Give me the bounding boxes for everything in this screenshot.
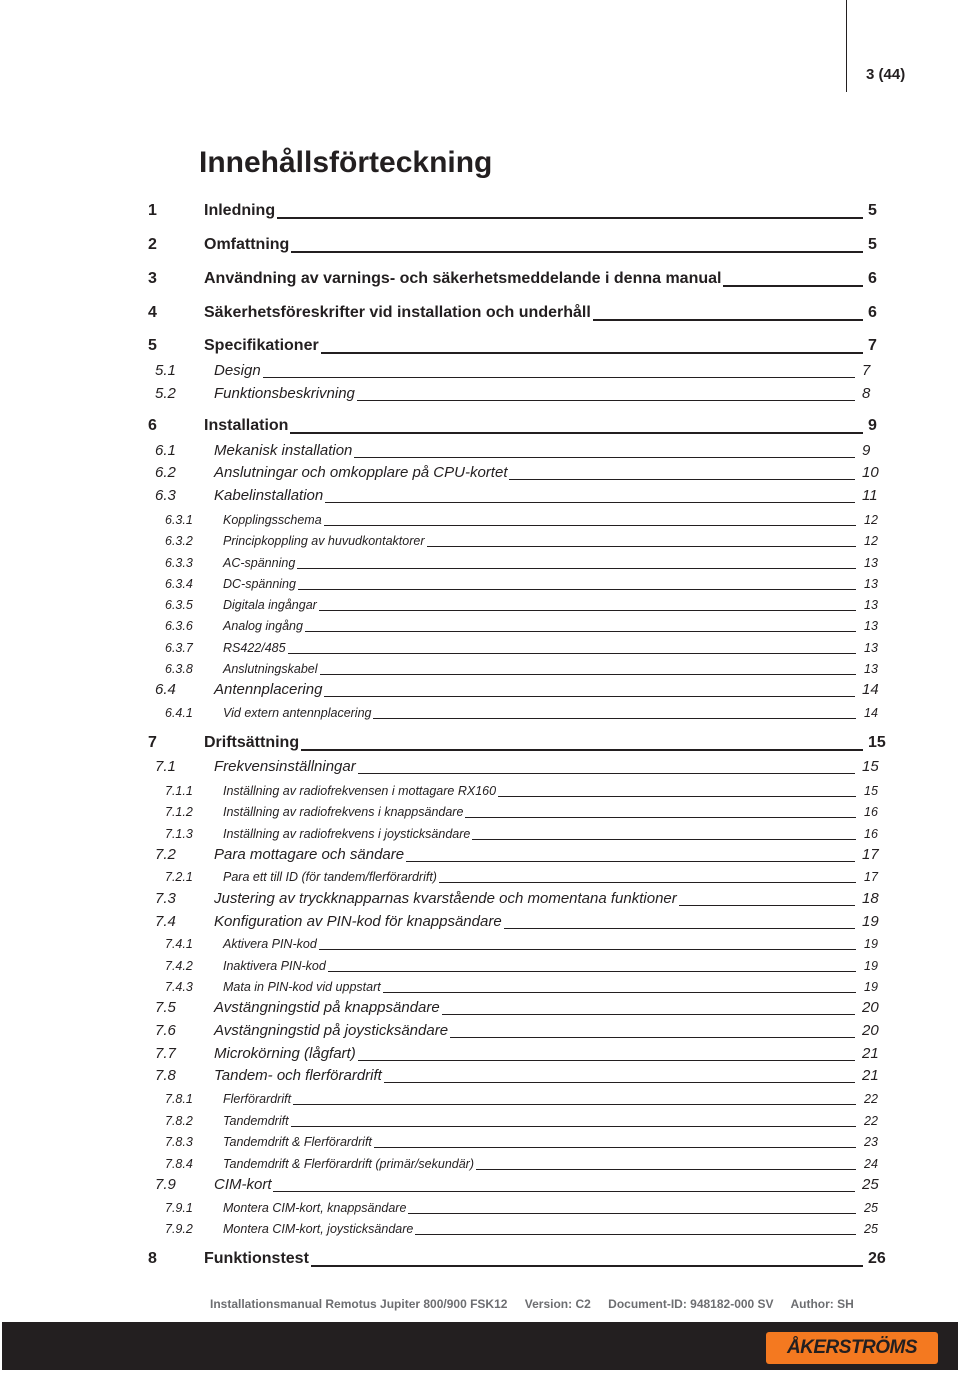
toc-entry[interactable] bbox=[0, 753, 960, 777]
toc-entry[interactable] bbox=[0, 198, 960, 222]
toc-entry-number: 6.3.1 bbox=[165, 513, 193, 527]
toc-entry-page: 19 bbox=[862, 913, 879, 930]
toc-entry-label: DC-spänning bbox=[223, 577, 296, 591]
toc-entry-number: 7.8 bbox=[155, 1067, 176, 1084]
toc-entry-label: Inställning av radiofrekvens i knappsändare bbox=[223, 805, 464, 819]
toc-entry-label: Anslutningskabel bbox=[223, 662, 318, 676]
toc-entry-label: Mata in PIN-kod vid uppstart bbox=[223, 980, 381, 994]
toc-entry-page: 25 bbox=[864, 1222, 878, 1236]
toc-entry[interactable] bbox=[0, 885, 960, 909]
toc-entry[interactable] bbox=[0, 819, 960, 843]
toc-entry[interactable] bbox=[0, 698, 960, 722]
toc-leader-line bbox=[723, 285, 863, 287]
toc-entry-label: Kopplingsschema bbox=[223, 513, 322, 527]
toc-entry-label: Principkoppling av huvudkontaktorer bbox=[223, 534, 425, 548]
toc-entry-label: Frekvensinställningar bbox=[214, 758, 356, 775]
toc-entry[interactable] bbox=[0, 459, 960, 483]
toc-entry-page: 13 bbox=[864, 577, 878, 591]
toc-entry-page: 15 bbox=[864, 784, 878, 798]
toc-entry-number: 6 bbox=[148, 417, 157, 434]
toc-entry-label: Driftsättning bbox=[204, 734, 300, 751]
toc-entry-page: 21 bbox=[862, 1045, 879, 1062]
toc-leader-line bbox=[450, 1037, 855, 1038]
toc-entry-number: 6.4.1 bbox=[165, 706, 193, 720]
toc-entry-number: 3 bbox=[148, 270, 157, 287]
toc-entry-page: 19 bbox=[864, 937, 878, 951]
toc-entry-number: 4 bbox=[148, 304, 157, 321]
toc-entry-number: 6.3.3 bbox=[165, 556, 193, 570]
toc-leader-line bbox=[373, 718, 856, 719]
toc-entry-number: 7.6 bbox=[155, 1022, 176, 1039]
toc-entry-page: 22 bbox=[864, 1114, 878, 1128]
toc-entry[interactable] bbox=[0, 333, 960, 357]
toc-entry-number: 6.1 bbox=[155, 442, 176, 459]
toc-entry-number: 6.3.6 bbox=[165, 619, 193, 633]
toc-leader-line bbox=[442, 1014, 855, 1015]
toc-entry-page: 11 bbox=[862, 487, 878, 504]
toc-entry[interactable] bbox=[0, 266, 960, 290]
toc-entry-label: AC-spänning bbox=[223, 556, 296, 570]
toc-leader-line bbox=[290, 432, 863, 434]
toc-leader-line bbox=[509, 479, 855, 480]
toc-entry-page: 25 bbox=[862, 1176, 879, 1193]
toc-entry-number: 6.3.7 bbox=[165, 641, 193, 655]
toc-entry-number: 7.1 bbox=[155, 758, 176, 775]
toc-entry[interactable] bbox=[0, 1214, 960, 1238]
toc-entry-label: Inställning av radiofrekvens i joysticksändare bbox=[223, 827, 471, 841]
toc-entry-number: 8 bbox=[148, 1250, 157, 1267]
toc-entry[interactable] bbox=[0, 380, 960, 404]
toc-leader-line bbox=[374, 1147, 856, 1148]
toc-leader-line bbox=[357, 400, 855, 401]
toc-entry-number: 7.1.2 bbox=[165, 805, 193, 819]
toc-entry-number: 7.1.3 bbox=[165, 827, 193, 841]
toc-entry[interactable] bbox=[0, 862, 960, 886]
toc-entry-number: 7.4 bbox=[155, 913, 176, 930]
toc-entry-page: 22 bbox=[864, 1092, 878, 1106]
toc-entry-number: 5.2 bbox=[155, 385, 176, 402]
toc-entry-number: 6.3.5 bbox=[165, 598, 193, 612]
toc-entry-label: Microkörning (lågfart) bbox=[214, 1045, 356, 1062]
toc-entry[interactable] bbox=[0, 611, 960, 635]
toc-entry-label: Justering av tryckknapparnas kvarstående och momentana funktioner bbox=[214, 890, 677, 907]
toc-entry-label: Analog ingång bbox=[223, 619, 303, 633]
toc-leader-line bbox=[305, 631, 856, 632]
toc-entry[interactable] bbox=[0, 676, 960, 700]
toc-entry[interactable] bbox=[0, 1246, 960, 1270]
toc-entry-page: 6 bbox=[868, 304, 877, 321]
footer-document-id: Document-ID: 948182-000 SV bbox=[608, 1297, 774, 1311]
toc-entry-page: 13 bbox=[864, 556, 878, 570]
toc-entry-number: 7.4.3 bbox=[165, 980, 193, 994]
toc-entry-label: Kabelinstallation bbox=[214, 487, 324, 504]
toc-entry-page: 10 bbox=[862, 464, 879, 481]
toc-leader-line bbox=[476, 1169, 856, 1170]
toc-entry[interactable] bbox=[0, 797, 960, 821]
toc-leader-line bbox=[465, 817, 856, 818]
toc-entry-number: 1 bbox=[148, 202, 157, 219]
toc-entry-label: Specifikationer bbox=[204, 337, 319, 354]
toc-entry-number: 7.2 bbox=[155, 846, 176, 863]
toc-entry[interactable] bbox=[0, 1062, 960, 1086]
toc-leader-line bbox=[593, 319, 863, 321]
toc-entry-page: 7 bbox=[868, 337, 877, 354]
toc-entry[interactable] bbox=[0, 357, 960, 381]
toc-entry-page: 25 bbox=[864, 1201, 878, 1215]
toc-entry-label: CIM-kort bbox=[214, 1176, 272, 1193]
footer-author: Author: SH bbox=[790, 1297, 854, 1311]
toc-entry[interactable] bbox=[0, 1149, 960, 1173]
toc-entry-label: Användning av varnings- och säkerhetsmeddelande i denna manual bbox=[204, 270, 722, 287]
toc-entry-label: Inställning av radiofrekvensen i mottagare RX160 bbox=[223, 784, 497, 798]
toc-leader-line bbox=[384, 1082, 855, 1083]
toc-leader-line bbox=[354, 457, 855, 458]
toc-entry-label: Omfattning bbox=[204, 236, 290, 253]
toc-entry-number: 7.9 bbox=[155, 1176, 176, 1193]
toc-entry-number: 7.3 bbox=[155, 890, 176, 907]
toc-entry[interactable] bbox=[0, 437, 960, 461]
toc-entry-number: 7.9.1 bbox=[165, 1201, 193, 1215]
toc-leader-line bbox=[324, 696, 855, 697]
toc-leader-line bbox=[321, 352, 863, 354]
toc-entry-page: 12 bbox=[864, 513, 878, 527]
toc-entry-page: 21 bbox=[862, 1067, 879, 1084]
toc-entry-number: 7.4.2 bbox=[165, 959, 193, 973]
akerstroms-logo bbox=[766, 1332, 938, 1364]
toc-entry-page: 13 bbox=[864, 641, 878, 655]
toc-entry-page: 9 bbox=[862, 442, 871, 459]
toc-entry[interactable] bbox=[0, 654, 960, 678]
toc-entry[interactable] bbox=[0, 929, 960, 953]
toc-entry-page: 9 bbox=[868, 417, 877, 434]
toc-entry-label: Digitala ingångar bbox=[223, 598, 317, 612]
toc-entry-page: 24 bbox=[864, 1157, 878, 1171]
toc-leader-line bbox=[415, 1234, 856, 1235]
toc-entry-page: 16 bbox=[864, 805, 878, 819]
toc-entry-number: 6.3.2 bbox=[165, 534, 193, 548]
toc-leader-line bbox=[679, 905, 855, 906]
toc-entry-label: Inaktivera PIN-kod bbox=[223, 959, 326, 973]
toc-entry-label: RS422/485 bbox=[223, 641, 286, 655]
toc-leader-line bbox=[301, 749, 863, 751]
toc-entry-page: 20 bbox=[862, 999, 879, 1016]
toc-entry-page: 23 bbox=[864, 1135, 878, 1149]
toc-entry-page: 12 bbox=[864, 534, 878, 548]
toc-leader-line bbox=[291, 251, 863, 253]
toc-leader-line bbox=[319, 949, 856, 950]
toc-entry-page: 5 bbox=[868, 202, 877, 219]
toc-entry-page: 18 bbox=[862, 890, 879, 907]
toc-entry[interactable] bbox=[0, 1084, 960, 1108]
toc-entry-page: 19 bbox=[864, 980, 878, 994]
toc-entry-label: Para ett till ID (för tandem/flerförardrift) bbox=[223, 870, 437, 884]
toc-entry[interactable] bbox=[0, 526, 960, 550]
page-number: 3 (44) bbox=[866, 66, 906, 83]
header-divider bbox=[846, 0, 847, 92]
toc-entry-number: 7.2.1 bbox=[165, 870, 193, 884]
toc-entry-number: 7 bbox=[148, 734, 157, 751]
toc-entry-page: 15 bbox=[868, 734, 886, 751]
toc-entry-number: 7.8.1 bbox=[165, 1092, 193, 1106]
toc-entry-number: 6.4 bbox=[155, 681, 176, 698]
toc-leader-line bbox=[427, 546, 856, 547]
toc-leader-line bbox=[472, 839, 856, 840]
toc-entry-number: 7.1.1 bbox=[165, 784, 193, 798]
toc-entry[interactable] bbox=[0, 994, 960, 1018]
toc-entry-page: 15 bbox=[862, 758, 879, 775]
toc-entry-page: 14 bbox=[862, 681, 879, 698]
toc-entry-page: 8 bbox=[862, 385, 871, 402]
toc-entry-label: Tandemdrift bbox=[223, 1114, 289, 1128]
toc-leader-line bbox=[358, 1060, 855, 1061]
toc-entry-page: 17 bbox=[864, 870, 878, 884]
toc-entry-number: 7.9.2 bbox=[165, 1222, 193, 1236]
toc-entry-number: 7.5 bbox=[155, 999, 176, 1016]
toc-entry-number: 7.8.4 bbox=[165, 1157, 193, 1171]
toc-entry-page: 20 bbox=[862, 1022, 879, 1039]
page-title: Innehållsförteckning bbox=[199, 146, 493, 179]
toc-leader-line bbox=[439, 882, 856, 883]
toc-entry-number: 5.1 bbox=[155, 362, 176, 379]
logo-text: ÅKERSTRÖMS bbox=[786, 1337, 918, 1358]
toc-entry-number: 7.4.1 bbox=[165, 937, 193, 951]
toc-entry[interactable] bbox=[0, 1040, 960, 1064]
toc-entry-page: 14 bbox=[864, 706, 878, 720]
toc-entry-label: Tandemdrift & Flerförardrift bbox=[223, 1135, 372, 1149]
toc-entry-label: Mekanisk installation bbox=[214, 442, 353, 459]
toc-leader-line bbox=[358, 773, 855, 774]
toc-entry[interactable] bbox=[0, 730, 960, 754]
toc-entry-number: 6.3.4 bbox=[165, 577, 193, 591]
toc-entry-label: Tandemdrift & Flerförardrift (primär/sekundär) bbox=[223, 1157, 475, 1171]
toc-entry-label: Installation bbox=[204, 417, 289, 434]
toc-entry[interactable] bbox=[0, 300, 960, 324]
toc-entry-number: 6.3 bbox=[155, 487, 176, 504]
toc-entry-label: Tandem- och flerförardrift bbox=[214, 1067, 382, 1084]
toc-entry-label: Anslutningar och omkopplare på CPU-kortet bbox=[214, 464, 508, 481]
toc-entry-label: Inledning bbox=[204, 202, 276, 219]
toc-entry-page: 19 bbox=[864, 959, 878, 973]
toc-entry-label: Montera CIM-kort, knappsändare bbox=[223, 1201, 407, 1215]
toc-entry-number: 7.7 bbox=[155, 1045, 176, 1062]
toc-entry-label: Konfiguration av PIN-kod för knappsändare bbox=[214, 913, 502, 930]
toc-leader-line bbox=[311, 1265, 863, 1267]
toc-entry-page: 6 bbox=[868, 270, 877, 287]
toc-leader-line bbox=[293, 1104, 856, 1105]
toc-entry-label: Aktivera PIN-kod bbox=[223, 937, 317, 951]
footer bbox=[210, 1297, 868, 1311]
toc-entry[interactable] bbox=[0, 232, 960, 256]
toc-entry-page: 7 bbox=[862, 362, 871, 379]
footer-version: Version: C2 bbox=[524, 1297, 591, 1311]
toc-leader-line bbox=[273, 1191, 855, 1192]
toc-entry[interactable] bbox=[0, 1171, 960, 1195]
toc-entry[interactable] bbox=[0, 972, 960, 996]
toc-entry-label: Para mottagare och sändare bbox=[214, 846, 405, 863]
toc-leader-line bbox=[263, 377, 855, 378]
toc-entry[interactable] bbox=[0, 482, 960, 506]
toc-entry-number: 2 bbox=[148, 236, 157, 253]
toc-entry-page: 16 bbox=[864, 827, 878, 841]
toc-leader-line bbox=[325, 502, 855, 503]
toc-entry-number: 6.3.8 bbox=[165, 662, 193, 676]
toc-entry-label: Design bbox=[214, 362, 261, 379]
toc-entry-number: 7.8.2 bbox=[165, 1114, 193, 1128]
toc-entry-number: 6.2 bbox=[155, 464, 176, 481]
toc-entry-page: 26 bbox=[868, 1250, 886, 1267]
toc-entry[interactable] bbox=[0, 413, 960, 437]
toc-entry-page: 17 bbox=[862, 846, 879, 863]
toc-entry-page: 13 bbox=[864, 662, 878, 676]
toc-entry-label: Antennplacering bbox=[214, 681, 323, 698]
toc-entry-page: 13 bbox=[864, 598, 878, 612]
toc-entry-number: 7.8.3 bbox=[165, 1135, 193, 1149]
toc-entry-label: Funktionsbeskrivning bbox=[214, 385, 355, 402]
toc-entry-label: Avstängningstid på knappsändare bbox=[214, 999, 440, 1016]
toc-entry[interactable] bbox=[0, 1127, 960, 1151]
toc-entry[interactable] bbox=[0, 1017, 960, 1041]
toc-leader-line bbox=[277, 217, 863, 219]
toc-entry-label: Vid extern antennplacering bbox=[223, 706, 372, 720]
toc-entry-label: Avstängningstid på joysticksändare bbox=[214, 1022, 449, 1039]
toc-entry-page: 13 bbox=[864, 619, 878, 633]
footer-manual-name: Installationsmanual Remotus Jupiter 800/900 FSK12 bbox=[210, 1297, 508, 1311]
toc-leader-line bbox=[320, 674, 856, 675]
toc-leader-line bbox=[383, 992, 856, 993]
toc-entry-page: 5 bbox=[868, 236, 877, 253]
toc-entry-label: Montera CIM-kort, joysticksändare bbox=[223, 1222, 414, 1236]
toc-entry-number: 5 bbox=[148, 337, 157, 354]
toc-entry-label: Funktionstest bbox=[204, 1250, 309, 1267]
toc-entry-label: Flerförardrift bbox=[223, 1092, 292, 1106]
toc-entry-label: Säkerhetsföreskrifter vid installation och underhåll bbox=[204, 304, 591, 321]
